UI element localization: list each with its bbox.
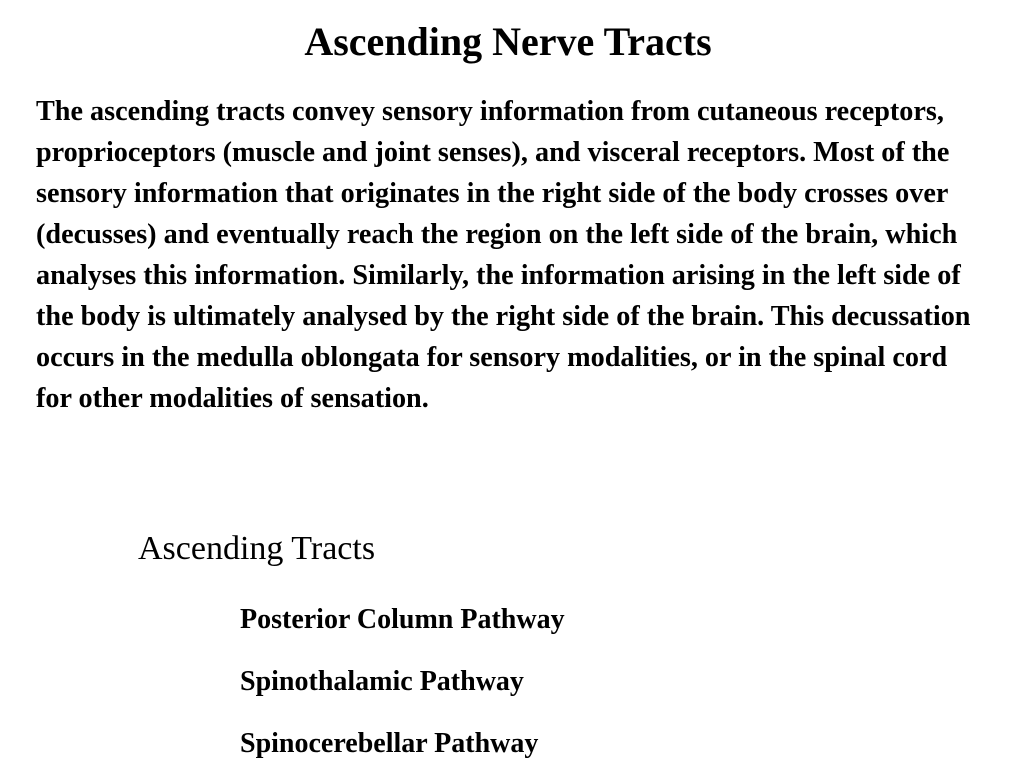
- body-paragraph: The ascending tracts convey sensory information from cutaneous receptors, proprioceptors (muscle and joint senses), and visceral receptors. Most of the sensory information that originates in the right side of the body crosses over (decusses) and eventually reach the region on the left side of the brain, which analyses this information. Similarly, the information arising in the left side of the body is ultimately analysed by the right side of the brain. This decussation occurs in the medulla oblongata for sensory modalities, or in the spinal cord for other modalities of sensation.: [36, 96, 971, 414]
- tract-list: [240, 589, 565, 775]
- tract-item-spinocerebellar: Spinocerebellar Pathway: [240, 728, 539, 759]
- tract-item-spinothalamic: Spinothalamic Pathway: [240, 666, 524, 697]
- slide-title: Ascending Nerve Tracts: [304, 19, 712, 64]
- tract-item-posterior-column: Posterior Column Pathway: [240, 604, 565, 635]
- section-heading: Ascending Tracts: [138, 530, 376, 567]
